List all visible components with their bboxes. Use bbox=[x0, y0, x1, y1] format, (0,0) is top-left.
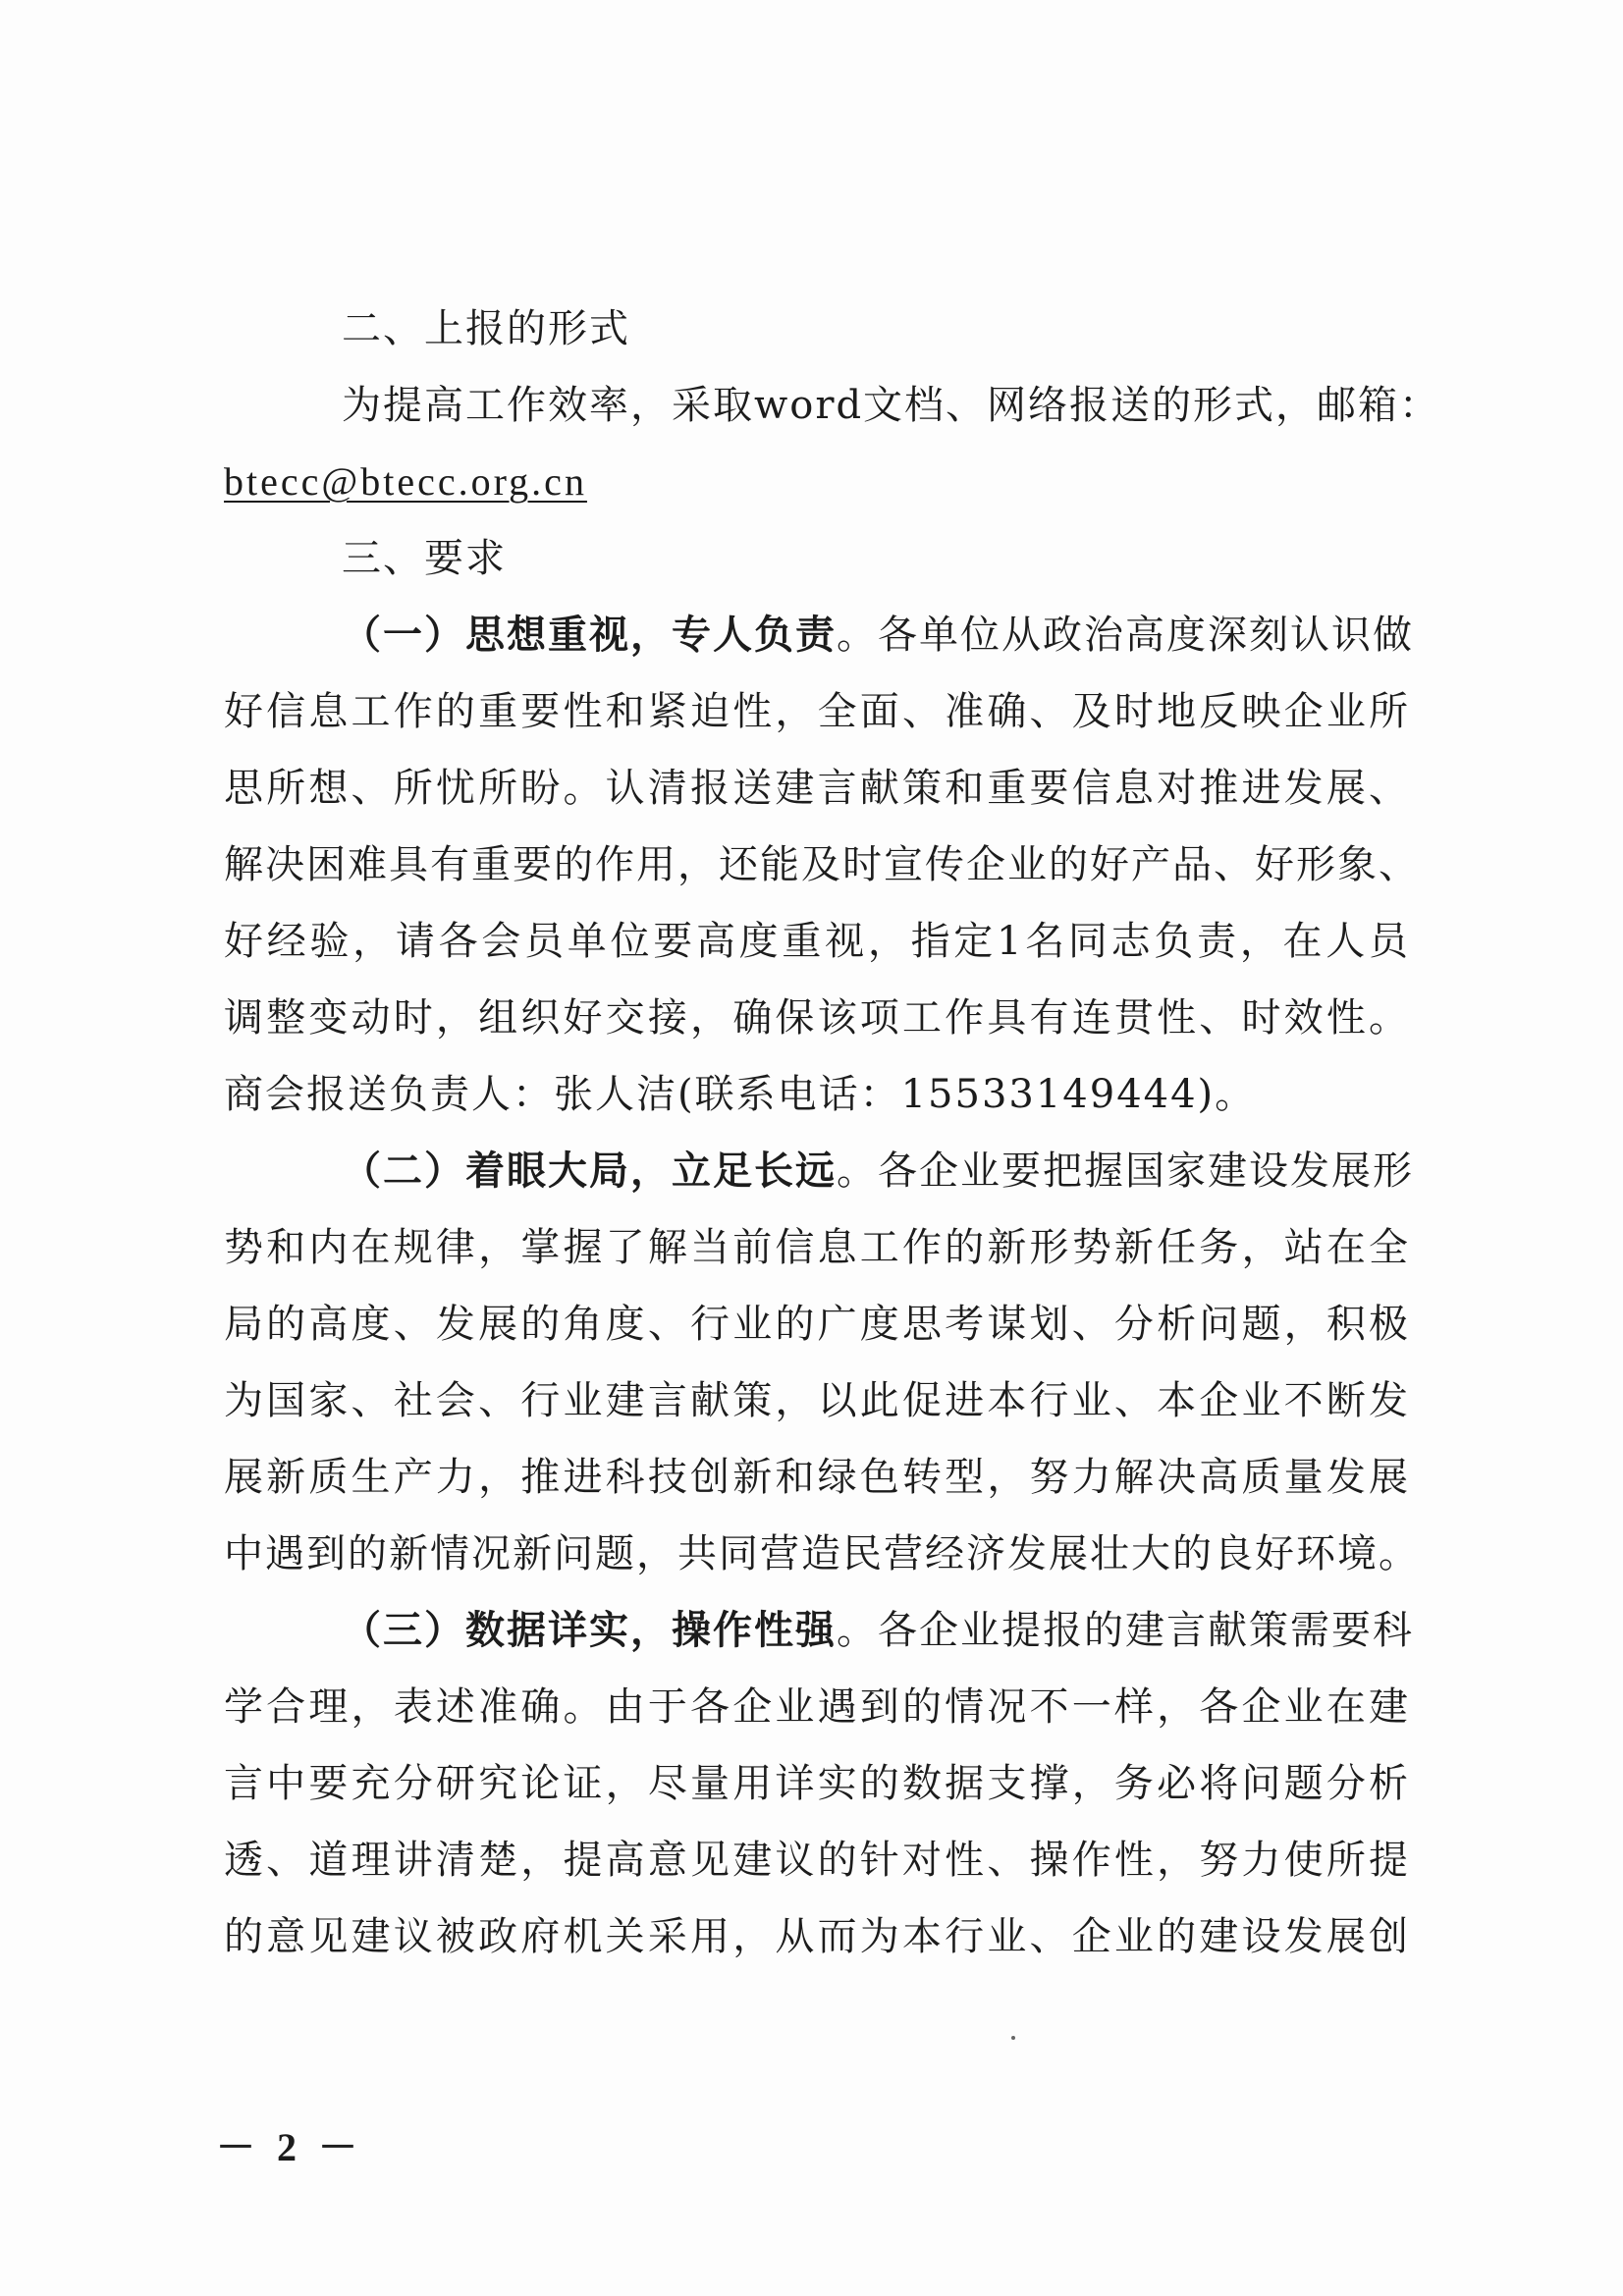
item-1-line: 调整变动时，组织好交接，确保该项工作具有连贯性、时效性。 bbox=[224, 995, 1410, 1041]
item-2-first-text: 。各企业要把握国家建设发展形 bbox=[837, 1148, 1414, 1194]
item-2-line: 为国家、社会、行业建言献策，以此促进本行业、本企业不断发 bbox=[224, 1378, 1410, 1423]
item-2-label: （二）着眼大局，立足长远 bbox=[342, 1148, 837, 1194]
item-3-first-line bbox=[224, 1592, 1414, 1669]
item-1-line: 思所想、所忧所盼。认清报送建言献策和重要信息对推进发展、 bbox=[224, 766, 1410, 811]
item-1-line: 商会报送负责人：张人洁(联系电话：15533149444)。 bbox=[224, 1072, 1257, 1117]
email-link[interactable]: btecc@btecc.org.cn bbox=[224, 459, 587, 504]
item-1-line: 解决困难具有重要的作用，还能及时宣传企业的好产品、好形象、 bbox=[224, 842, 1420, 887]
section-2-title: 二、上报的形式 bbox=[342, 306, 630, 351]
item-3-line: 透、道理讲清楚，提高意见建议的针对性、操作性，努力使所提 bbox=[224, 1838, 1410, 1883]
item-1-first-text: 。各单位从政治高度深刻认识做 bbox=[837, 613, 1414, 658]
item-2-line: 势和内在规律，掌握了解当前信息工作的新形势新任务，站在全 bbox=[224, 1225, 1410, 1270]
item-1-line: 好经验，请各会员单位要高度重视，指定1名同志负责，在人员 bbox=[224, 919, 1410, 964]
item-1-first-line bbox=[224, 597, 1414, 673]
section-3-title: 三、要求 bbox=[342, 536, 507, 581]
item-3-label: （三）数据详实，操作性强 bbox=[342, 1608, 837, 1653]
item-3-line: 的意见建议被政府机关采用，从而为本行业、企业的建设发展创 bbox=[224, 1914, 1410, 1959]
item-3-line: 学合理，表述准确。由于各企业遇到的情况不一样，各企业在建 bbox=[224, 1684, 1410, 1730]
scan-speck bbox=[1011, 2036, 1015, 2040]
item-1-line: 好信息工作的重要性和紧迫性，全面、准确、及时地反映企业所 bbox=[224, 689, 1410, 734]
item-3-first-text: 。各企业提报的建言献策需要科 bbox=[837, 1608, 1414, 1653]
item-2-line: 中遇到的新情况新问题，共同营造民营经济发展壮大的良好环境。 bbox=[224, 1531, 1420, 1576]
item-2-first-line bbox=[224, 1133, 1414, 1209]
section-2-text: 为提高工作效率，采取word文档、网络报送的形式，邮箱： bbox=[342, 383, 1441, 428]
item-3-line: 言中要充分研究论证，尽量用详实的数据支撑，务必将问题分析 bbox=[224, 1761, 1410, 1806]
item-1-label: （一）思想重视，专人负责 bbox=[342, 613, 837, 658]
page-number: － 2 － bbox=[216, 2125, 363, 2169]
item-2-line: 局的高度、发展的角度、行业的广度思考谋划、分析问题，积极 bbox=[224, 1302, 1410, 1347]
email-line bbox=[224, 444, 1410, 520]
item-2-line: 展新质生产力，推进科技创新和绿色转型，努力解决高质量发展 bbox=[224, 1455, 1410, 1500]
document-body bbox=[224, 291, 1441, 1975]
